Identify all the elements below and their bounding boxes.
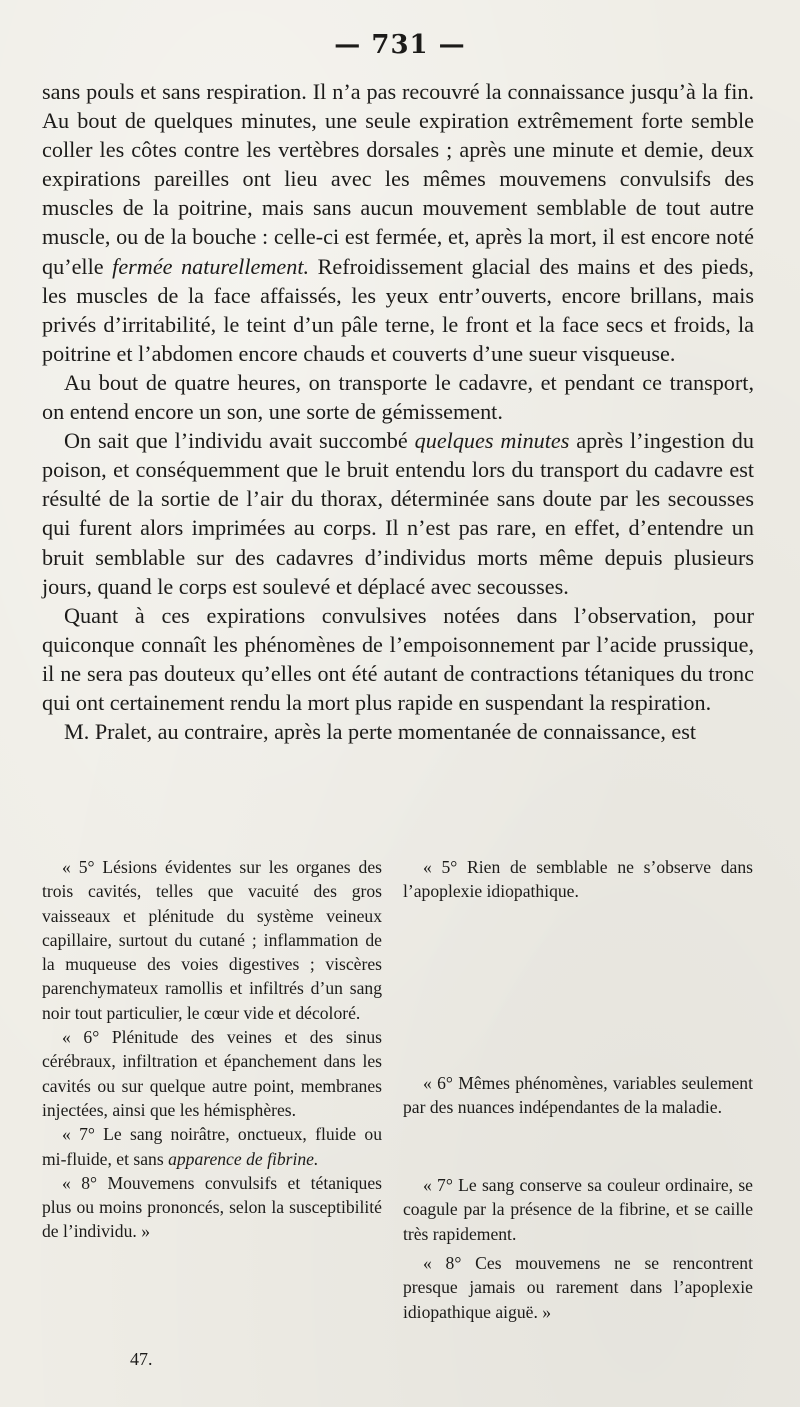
- paragraph-1-italic: fermée naturellement.: [112, 253, 310, 279]
- left-column: [42, 855, 382, 1244]
- left-item-5: « 5° Lésions évidentes sur les organes des trois cavités, telles que vacuité des gros vaisseaux et plénitude du système veineux capillaire, surtout du cutané ; inflammation de la muqueuse des voies digestives ; viscères parenchymateux ramollis et infiltrés d’un sang noir tout particulier, le cœur vide et décoloré.: [42, 857, 382, 1023]
- paragraph-3-text-a: On sait que l’individu avait succombé: [64, 428, 415, 454]
- main-text: [42, 77, 754, 746]
- left-item-6: « 6° Plénitude des veines et des sinus cérébraux, infiltration et épanchement dans les cavités ou sur quelque autre point, membranes injectées, ainsi que les hémisphères.: [42, 1027, 382, 1120]
- spacer: [403, 904, 753, 1071]
- right-column: [403, 855, 753, 1324]
- paragraph-3-italic: quelques minutes: [414, 428, 570, 454]
- left-item-7-italic: apparence de fibrine.: [168, 1148, 319, 1169]
- paragraph-2: Au bout de quatre heures, on transporte le cadavre, et pendant ce transport, on entend encore un son, une sorte de gémissement.: [42, 369, 754, 425]
- left-item-8: « 8° Mouvemens convulsifs et tétaniques plus ou moins prononcés, selon la susceptibilité de l’individu. »: [42, 1172, 382, 1242]
- right-item-5: « 5° Rien de semblable ne s’observe dans l’apoplexie idiopathique.: [403, 857, 753, 902]
- right-item-8: « 8° Ces mouvemens ne se rencontrent presque jamais ou rarement dans l’apoplexie idiopathique aiguë. »: [403, 1253, 753, 1322]
- paragraph-4: Quant à ces expirations convulsives notées dans l’observation, pour quiconque connaît les phénomènes de l’empoisonnement par l’acide prussique, il ne sera pas douteux qu’elles ont été autant de contractions tétaniques du tronc qui ont certainement rendu la mort plus rapide en suspendant la respiration.: [42, 602, 754, 715]
- spacer: [403, 1119, 753, 1173]
- paragraph-3-text-b: après l’ingestion du poison, et conséquemment que le bruit entendu lors du transport du cadavre est résulté de la sortie de l’air du thorax, déterminée sans doute par les secousses qui furent alors imprimées au corps. Il n’est pas rare, en effet, d’entendre un bruit semblable sur des cadavres d’individus morts même depuis plusieurs jours, quand le corps est soulevé et déplacé avec secousses.: [42, 428, 754, 599]
- left-item-7: [42, 1122, 382, 1171]
- left-item-7-text: « 7° Le sang noirâtre, onctueux, fluide ou mi-fluide, et sans: [42, 1124, 382, 1169]
- right-item-6: « 6° Mêmes phénomènes, variables seulement par des nuances indépendantes de la maladie.: [403, 1072, 753, 1117]
- paragraph-3: [42, 426, 754, 601]
- page-number: — 731 —: [334, 30, 466, 60]
- paragraph-1: [42, 77, 754, 368]
- paragraph-1-text-b: Refroidissement glacial des mains et des pieds, les muscles de la face affaissés, les yeux entr’ouverts, encore brillans, mais privés d’irritabilité, le teint d’un pâle terne, le front et la face secs et froids, la poitrine et l’abdomen encore chauds et couverts d’une sueur visqueuse.: [42, 253, 754, 366]
- right-item-7: « 7° Le sang conserve sa couleur ordinaire, se coagule par la présence de la fibrine, et se caille très rapidement.: [403, 1175, 753, 1244]
- paragraph-1-text-a: sans pouls et sans respiration. Il n’a pas recouvré la connaissance jusqu’à la fin. Au bout de quelques minutes, une seule expiration extrêmement forte semble coller les côtes contre les vertèbres dorsales ; après une minute et demie, deux expirations pareilles ont lieu avec les mêmes mouvemens convulsifs des muscles de la poitrine, mais sans aucun mouvement semblable de tout autre muscle, ou de la bouche : celle-ci est fermée, et, après la mort, il est encore noté qu’elle: [42, 79, 754, 279]
- paragraph-5: M. Pralet, au contraire, après la perte momentanée de connaissance, est: [64, 719, 697, 745]
- signature-mark: 47.: [130, 1349, 153, 1369]
